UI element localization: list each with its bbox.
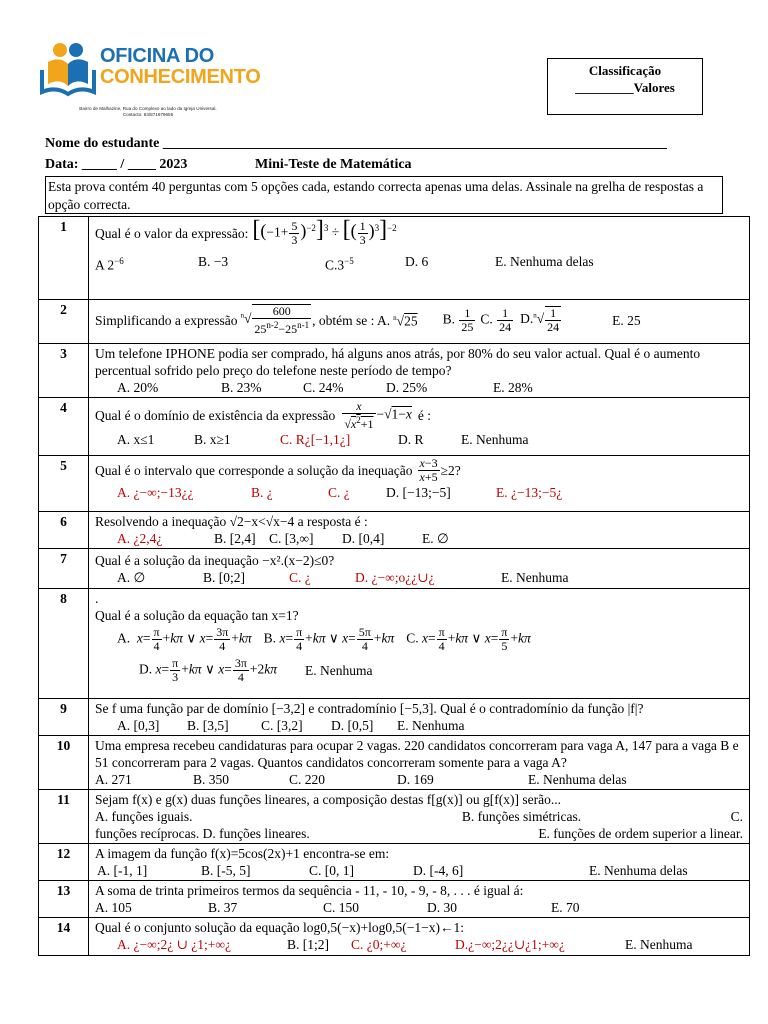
question-text: Resolvendo a inequação √2−x<√x−4 a resposta é :	[95, 514, 368, 529]
option-d[interactable]: D.¿−∞;2¿¿∪¿1;+∞¿	[455, 937, 565, 952]
option-b[interactable]: B. [3,5]	[187, 718, 229, 733]
option-b[interactable]: B. ¿	[251, 485, 273, 500]
question-row	[39, 344, 750, 398]
option-e[interactable]: E. Nenhuma	[625, 937, 693, 952]
option-c[interactable]: C. ¿	[289, 570, 311, 585]
option-c[interactable]: C. 150	[323, 900, 360, 915]
option-c[interactable]: C. 24%	[303, 380, 344, 395]
option-c[interactable]: C. x= $\frac{\pi}{4}$ +kπ ∨ x= $\frac{\pi}{5}$ +kπ	[406, 625, 531, 653]
question-text: Qual é o intervalo que corresponde a solução da inequação	[95, 463, 413, 478]
option-b[interactable]: B. 350	[193, 772, 230, 787]
option-c[interactable]: C.	[730, 809, 743, 824]
option-b[interactable]: B. −3	[198, 254, 229, 269]
option-e[interactable]: E. Nenhuma	[397, 718, 465, 733]
question-text: Uma empresa recebeu candidaturas para ocupar 2 vagas. 220 candidatos concorreram para vaga A, 147 para a vaga B e 51 concorreram para 2 vagas. Quantos candidatos concorreram somente para a vaga A?	[95, 738, 739, 770]
question-number: 4	[39, 398, 89, 456]
question-text: Qual é o domínio de existência da expressão	[95, 408, 336, 423]
question-row	[39, 736, 750, 790]
option-e[interactable]: E. Nenhuma delas	[495, 254, 594, 269]
option-a[interactable]: A. ¿−∞;−13¿¿	[117, 485, 194, 500]
option-e[interactable]: E. Nenhuma	[501, 570, 569, 585]
question-row	[39, 217, 750, 300]
option-a[interactable]: A. 20%	[117, 380, 159, 395]
question-text: Simplificando a expressão	[95, 312, 238, 328]
option-a[interactable]: A. 105	[95, 900, 132, 915]
question-row	[39, 549, 750, 589]
option-d[interactable]: D. R	[398, 432, 424, 447]
question-number: 14	[39, 918, 89, 956]
option-c[interactable]: C. $\frac{1}{24}$	[480, 305, 512, 334]
classification-box: Classificação _________Valores	[547, 58, 703, 115]
option-c[interactable]: C. ¿0;+∞¿	[351, 937, 407, 952]
option-e[interactable]: E. 28%	[493, 380, 533, 395]
test-title: Mini-Teste de Matemática	[255, 157, 412, 172]
question-text: Qual é a solução da equação tan x=1?	[95, 608, 299, 623]
question-row: 2 Simplificando a expressão $^n$√ $\frac{600}{25^{n-2}-25^{n-1}}$ , obtém se : A. $^n$√25 B. $\frac{1}{25}$ C. $\frac{1}{24}$ D.$^n$√ $\frac{1}{24}$ E. 25	[39, 300, 750, 344]
option-e[interactable]: E. funções de ordem superior a linear.	[538, 826, 743, 841]
option-b[interactable]: B. 23%	[221, 380, 262, 395]
question-number: 3	[39, 344, 89, 398]
questions-table	[38, 216, 750, 956]
question-text: Se f uma função par de domínio [−3,2] e contradomínio [−5,3]. Qual é o contradomínio da função |f|?	[95, 701, 644, 716]
option-e[interactable]: E. 70	[551, 900, 580, 915]
option-b[interactable]: B. [2,4]	[214, 531, 256, 546]
question-row	[39, 844, 750, 881]
logo	[38, 38, 261, 123]
logo-readers-icon	[38, 40, 98, 102]
option-d[interactable]: D. [0,4]	[342, 531, 385, 546]
question-number: 7	[39, 549, 89, 589]
option-a[interactable]: A $2^{-6}$	[95, 256, 124, 273]
option-d[interactable]: D. ¿−∞;o¿¿∪¿	[355, 570, 435, 585]
option-a[interactable]: A. ¿−∞;2¿ ∪ ¿1;+∞¿	[117, 937, 232, 952]
option-c[interactable]: C. R¿[−1,1¿]	[280, 432, 351, 447]
option-a[interactable]: A. [-1, 1]	[97, 863, 148, 878]
question-number: 12	[39, 844, 89, 881]
date-line: Data: _____ / ____ 2023	[45, 157, 188, 172]
question-text: Sejam f(x) e g(x) duas funções lineares, a composição destas f[g(x)] ou g[f(x)] serão...	[95, 792, 561, 807]
option-b[interactable]: B. [1;2]	[287, 937, 329, 952]
question-number: 9	[39, 699, 89, 736]
question-number: 13	[39, 881, 89, 918]
question-row	[39, 790, 750, 844]
option-d[interactable]: D. [0,5]	[331, 718, 374, 733]
option-a[interactable]: A. x≤1	[117, 432, 155, 447]
option-a[interactable]: A. x= $\frac{\pi}{4}$ +kπ ∨ x= $\frac{3\pi}{4}$ +kπ	[117, 625, 252, 653]
question-text: Qual é a solução da inequação −x².(x−2)≤0?	[95, 553, 335, 568]
option-a[interactable]: A. funções iguais.	[95, 809, 193, 824]
question-text: A imagem da função f(x)=5cos(2x)+1 encontra-se em:	[95, 846, 390, 861]
option-d[interactable]: D.$^n$√ $\frac{1}{24}$	[520, 306, 560, 334]
option-b[interactable]: B. 37	[208, 900, 238, 915]
option-b[interactable]: B. x= $\frac{\pi}{4}$ +kπ ∨ x= $\frac{5\pi}{4}$ +kπ	[263, 625, 395, 653]
option-a[interactable]: A. ¿2,4¿	[117, 531, 163, 546]
student-name-line: Nome do estudante ________________________________________________________________________	[45, 136, 667, 151]
option-d[interactable]: D. [−13;−5]	[386, 485, 451, 500]
option-c[interactable]: $C.3^{-5}$	[325, 256, 354, 273]
option-a[interactable]: A. 271	[95, 772, 132, 787]
question-text: Qual é o valor da expressão:	[95, 226, 249, 241]
logo-title: OFICINA DO CONHECIMENTO	[100, 45, 261, 88]
question-row: 8 . Qual é a solução da equação tan x=1? A. x= $\frac{\pi}{4}$ +kπ ∨ x= $\frac{3\pi}{4}$ +kπ B. x= $\frac{\pi}{4}$ +kπ ∨ x= $\frac{5\pi}{4}$ +kπ C. x= $\frac{\pi}{4}$ +kπ ∨ x= $\frac{\pi}{5}$ +kπ D. x= $\frac{\pi}{3}$ +kπ ∨ x= $\frac{3\pi}{4}$ +2kπ E. Nenhuma	[39, 589, 750, 699]
option-e[interactable]: E. Nenhuma	[305, 663, 373, 678]
question-row	[39, 881, 750, 918]
question-number: 6	[39, 512, 89, 549]
expression-math: $^n$√ $\frac{600}{25^{n-2}-25^{n-1}}$	[240, 304, 310, 336]
question-number: 5	[39, 456, 89, 512]
expression-math: $\frac{x}{√x^2+1}$ −√1−x	[344, 399, 412, 431]
instructions-box: Esta prova contém 40 perguntas com 5 opções cada, estando correcta apenas uma delas. Assinale na grelha de respostas a opção correcta.	[45, 176, 723, 214]
option-d[interactable]: D. 6	[405, 254, 429, 269]
option-d[interactable]: D. x= $\frac{\pi}{3}$ +kπ ∨ x= $\frac{3\pi}{4}$ +2kπ	[139, 656, 278, 684]
option-c[interactable]: C. [3,2]	[261, 718, 303, 733]
option-e[interactable]: E. Nenhuma	[461, 432, 529, 447]
option-a[interactable]: $^n$√25	[393, 313, 418, 329]
option-c[interactable]: C. [0, 1]	[309, 863, 354, 878]
option-c[interactable]: C. [3,∞]	[269, 531, 314, 546]
question-text: Um telefone IPHONE podia ser comprado, há alguns anos atrás, por 80% do seu valor actual. Qual é o aumento percentual sofrido pelo preço do telefone neste período de tempo?	[95, 346, 701, 378]
question-number: 2	[39, 300, 89, 344]
option-b[interactable]: B. x≥1	[194, 432, 231, 447]
option-b[interactable]: B. $\frac{1}{25}$	[442, 305, 474, 334]
option-e[interactable]: E. Nenhuma delas	[528, 772, 627, 787]
logo-address: Bairro de Malhazine, Rua do Complexo ao lado da Igreja Universal. Contacto: 84/871679655	[79, 106, 217, 117]
question-row: 5 Qual é o intervalo que corresponde a solução da inequação $\frac{x-3}{x+5}$ ≥2? A. ¿−∞;−13¿¿ B. ¿ C. ¿ D. [−13;−5] E. ¿−13;−5¿	[39, 456, 750, 512]
option-d[interactable]: D. 25%	[386, 380, 428, 395]
option-c[interactable]: C. ¿	[328, 485, 350, 500]
option-b[interactable]: B. [-5, 5]	[201, 863, 251, 878]
option-b[interactable]: B. [0;2]	[203, 570, 245, 585]
option-e[interactable]: E. 25	[612, 312, 641, 328]
option-b[interactable]: B. funções simétricas.	[461, 809, 582, 824]
option-d[interactable]: D. 169	[397, 772, 434, 787]
expression-math: [(−1+ $\frac{5}{3}$ )$^{-2}$]$^3$ ÷ [( $\frac{1}{3}$ )$^3$]$^{-2}$	[252, 216, 397, 247]
question-row: 4 Qual é o domínio de existência da expressão $\frac{x}{√x^2+1}$ −√1−x é : A. x≤1 B. x≥1 C. R¿[−1,1¿] D. R E. Nenhuma	[39, 398, 750, 456]
option-c[interactable]: C. 220	[289, 772, 326, 787]
expression-math: $\frac{x-3}{x+5}$	[419, 456, 438, 484]
option-a[interactable]: A. ∅	[117, 570, 146, 585]
question-text: A soma de trinta primeiros termos da sequência - 11, - 10, - 9, - 8, . . . é igual á:	[95, 883, 524, 898]
question-row	[39, 512, 750, 549]
option-d[interactable]: D. 30	[427, 900, 457, 915]
question-number: 1	[39, 217, 89, 300]
option-e[interactable]: E. Nenhuma delas	[589, 863, 688, 878]
question-number: 11	[39, 790, 89, 844]
question-row	[39, 918, 750, 956]
question-row	[39, 699, 750, 736]
option-d[interactable]: D. [-4, 6]	[413, 863, 464, 878]
question-number: 10	[39, 736, 89, 790]
option-e[interactable]: E. ¿−13;−5¿	[496, 485, 563, 500]
option-d[interactable]: funções recíprocas. D. funções lineares.	[95, 826, 310, 841]
question-text: Qual é o conjunto solução da equação log0,5(−x)+log0,5(−1−x)←1:	[95, 920, 464, 935]
option-e[interactable]: E. ∅	[422, 531, 449, 546]
question-number: 8	[39, 589, 89, 699]
option-a[interactable]: A. [0,3]	[117, 718, 160, 733]
